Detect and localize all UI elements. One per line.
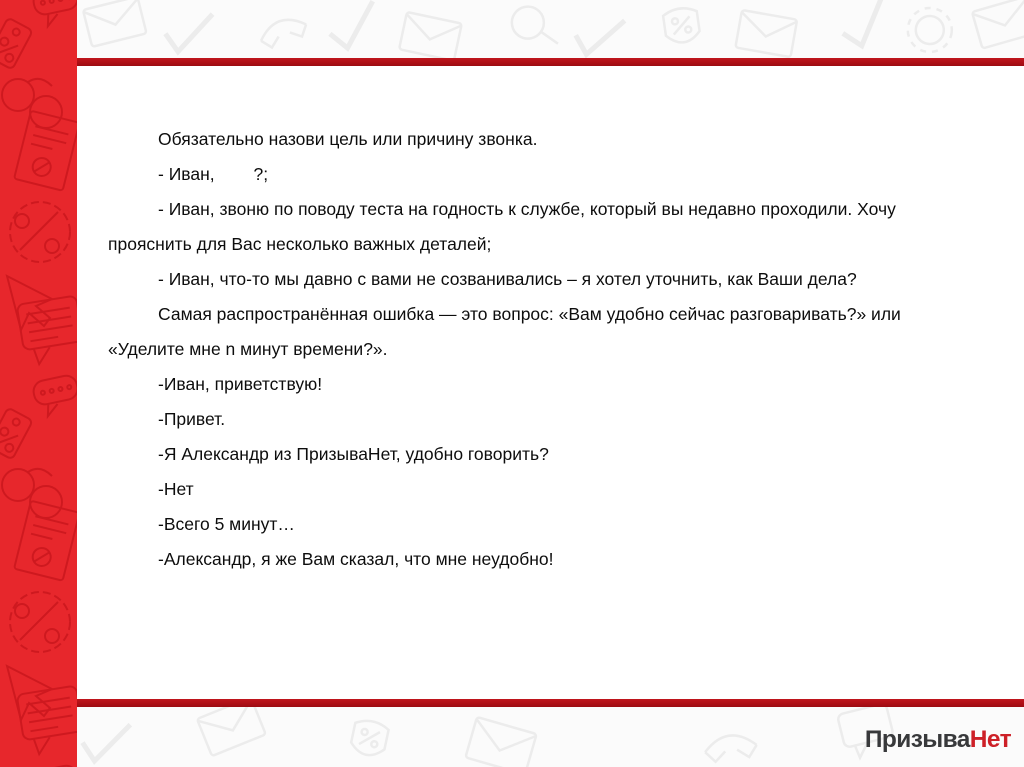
slide-content-area: [77, 66, 1024, 699]
envelope-icon: [83, 0, 147, 47]
checkmark-icon: [80, 717, 131, 766]
checkmark-icon: [572, 10, 625, 58]
slide-text-paragraph: - Иван, что-то мы давно с вами не созванивались – я хотел уточнить, как Ваши дела?: [158, 269, 857, 289]
left-border-pattern: [0, 0, 77, 767]
sidebar-pattern: [0, 0, 77, 767]
top-strip-icons: [77, 0, 1024, 58]
gear-icon: [906, 6, 954, 54]
envelope-icon: [465, 717, 536, 767]
envelope-icon: [399, 12, 462, 58]
phone-icon: [257, 13, 310, 50]
bottom-red-divider: [77, 699, 1024, 707]
slide-text-paragraph: - Иван, ?;: [158, 164, 269, 184]
envelope-icon: [735, 10, 797, 57]
slide-text-paragraph: Обязательно назови цель или причину звонка.: [158, 129, 538, 149]
shield-icon: [662, 6, 700, 44]
slide-text-paragraph: -Нет: [158, 479, 194, 499]
slide-text-paragraph: -Всего 5 минут…: [158, 514, 295, 534]
top-border-pattern: [77, 0, 1024, 58]
slide-text-paragraph: - Иван, звоню по поводу теста на годность к службе, который вы недавно проходили. Хочу прояснить для Вас несколько важных деталей;: [108, 199, 901, 254]
checkmark-icon: [837, 0, 891, 49]
checkmark-icon: [327, 1, 377, 50]
slide-text-paragraph: Самая распространённая ошибка — это вопрос: «Вам удобно сейчас разговаривать?» или «Уделите мне n минут времени?».: [108, 304, 906, 359]
logo: [865, 726, 1011, 754]
slide-text-paragraph: -Я Александр из ПризываНет, удобно говорить?: [158, 444, 549, 464]
checkmark-icon: [163, 8, 212, 56]
slide-text-paragraph: -Иван, приветствую!: [158, 374, 323, 394]
slide-text-block: [108, 122, 966, 577]
bottom-border-pattern: [77, 707, 1024, 767]
top-red-divider: [77, 58, 1024, 66]
phone-icon: [703, 732, 758, 763]
slide-text-paragraph: -Привет.: [158, 409, 226, 429]
logo-text-part2: Нет: [969, 726, 1011, 753]
envelope-icon: [197, 707, 266, 756]
shield-icon: [349, 718, 389, 758]
slide-text-paragraph: -Александр, я же Вам сказал, что мне неудобно!: [158, 549, 554, 569]
magnifier-icon: [509, 2, 558, 51]
logo-text-part1: Призыва: [864, 726, 970, 753]
envelope-icon: [972, 0, 1024, 49]
